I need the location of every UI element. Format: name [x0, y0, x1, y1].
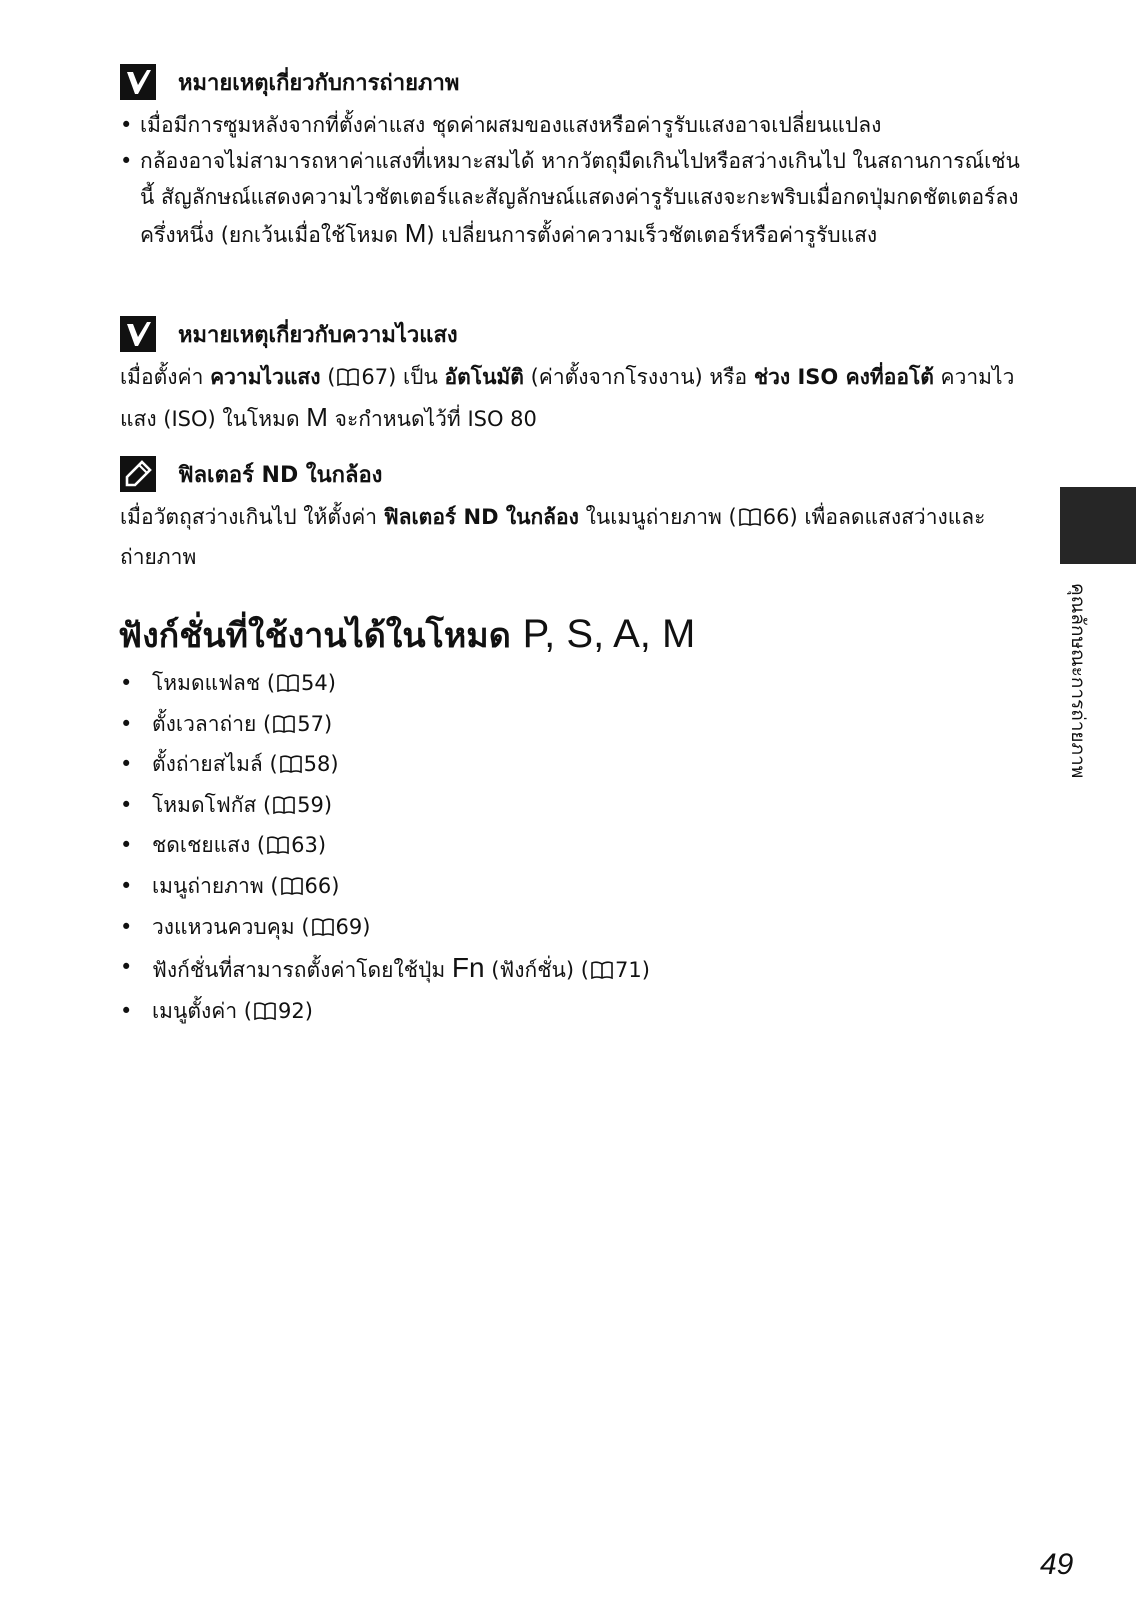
text: เมื่อตั้งค่า [120, 365, 204, 389]
item-label: เมนูถ่ายภาพ [152, 873, 264, 898]
book-ref-icon [336, 362, 360, 399]
mode-m-symbol: M [306, 402, 328, 432]
note-bullets [120, 107, 1020, 253]
bold-term: ช่วง ISO คงที่ออโต้ [753, 365, 934, 389]
item-label: วงแหวนควบคุม [152, 914, 295, 939]
note-header [120, 455, 1020, 493]
list-item: • ฟังก์ชั่นที่สามารถตั้งค่าโดยใช้ปุ่ม Fn (ฟังก์ชั่น) ( 71) [120, 949, 840, 993]
book-ref-icon [253, 996, 277, 1034]
section-modes: P, S, A, M [522, 612, 696, 656]
note-header [120, 63, 1020, 101]
text: เมื่อวัตถุสว่างเกินไป ให้ตั้งค่า [120, 505, 378, 529]
book-ref-icon [266, 830, 290, 868]
note-paragraph [120, 359, 1020, 438]
page-ref: 66 [304, 873, 332, 898]
book-ref-icon [311, 912, 335, 950]
note-paragraph [120, 499, 1020, 576]
page-ref: 66 [762, 505, 790, 529]
pencil-icon [120, 456, 156, 492]
mode-m-symbol: M [404, 218, 427, 248]
text: จะกำหนดไว้ที่ ISO 80 [334, 407, 537, 431]
note-shooting [120, 63, 1020, 253]
page-ref: 69 [335, 914, 363, 939]
text: ความไวแสง (ISO) ในโหมด [120, 365, 1015, 431]
bold-term: ความไวแสง [210, 365, 321, 389]
page-ref: 58 [303, 752, 331, 777]
function-list [120, 665, 840, 1033]
bold-term: อัตโนมัติ [444, 365, 524, 389]
book-ref-icon [272, 709, 296, 747]
note-iso [120, 315, 1020, 438]
item-label: ตั้งถ่ายสไมล์ [152, 752, 263, 777]
item-label: เมนูตั้งค่า [152, 998, 238, 1023]
book-ref-icon [590, 955, 614, 993]
list-item: • ตั้งเวลาถ่าย ( 57) [120, 706, 840, 747]
list-item: • วงแหวนควบคุม ( 69) [120, 909, 840, 950]
check-icon [120, 316, 156, 352]
bullet-text-tail: ) เปลี่ยนการตั้งค่าความเร็วชัตเตอร์หรือค่ารูรับแสง [426, 223, 878, 247]
page-ref: 59 [297, 792, 324, 817]
item-label: ฟังก์ชั่นที่สามารถตั้งค่าโดยใช้ปุ่ม [152, 958, 446, 983]
page-ref: 67 [361, 365, 389, 389]
list-item: • โหมดแฟลช ( 54) [120, 665, 840, 706]
text: ) เพื่อลดแสงสว่างและถ่ายภาพ [120, 505, 986, 569]
item-label-post: (ฟังก์ชั่น) [491, 958, 575, 983]
note-header [120, 315, 1020, 353]
bold-term: ฟิลเตอร์ ND ในกล้อง [383, 505, 579, 529]
note-title: หมายเหตุเกี่ยวกับการถ่ายภาพ [178, 70, 460, 96]
note-nd-filter [120, 455, 1020, 576]
list-item: • เมนูถ่ายภาพ ( 66) [120, 868, 840, 909]
chapter-tab [1060, 487, 1136, 564]
page-ref: 57 [297, 711, 324, 736]
text: ในเมนูถ่ายภาพ ( [585, 505, 737, 529]
note-title: ฟิลเตอร์ ND ในกล้อง [178, 462, 383, 488]
list-item: • โหมดโฟกัส ( 59) [120, 787, 840, 828]
text: (ค่าตั้งจากโรงงาน) หรือ [530, 365, 748, 389]
chapter-label: คุณลักษณะการถ่ายภาพ [1067, 583, 1089, 779]
list-item: • เมนูตั้งค่า ( 92) [120, 993, 840, 1034]
book-ref-icon [280, 871, 304, 909]
bullet-text: เมื่อมีการซูมหลังจากที่ตั้งค่าแสง ชุดค่าผสมของแสงหรือค่ารูรับแสงอาจเปลี่ยนแปลง [140, 113, 882, 137]
page-ref: 92 [277, 998, 305, 1023]
book-ref-icon [272, 790, 296, 828]
text: ( [327, 365, 336, 389]
page-ref: 71 [614, 958, 642, 983]
bullet-item [120, 107, 1020, 143]
book-ref-icon [738, 502, 762, 539]
bullet-item [120, 143, 1020, 253]
page-ref: 54 [301, 671, 328, 695]
book-ref-icon [276, 668, 300, 706]
bullet-text: กล้องอาจไม่สามารถหาค่าแสงที่เหมาะสมได้ หากวัตถุมืดเกินไปหรือสว่างเกินไป ในสถานการณ์เช่นนี้ สัญลักษณ์แสดงความไวชัตเตอร์และสัญลักษณ์แสดงค่ารูรับแสงจะกะพริบเมื่อกดปุ่มกดชัตเตอร์ลงครึ่งหนึ่ง (ยกเว้นเมื่อใช้โหมด [140, 149, 1020, 247]
item-label: ตั้งเวลาถ่าย [152, 711, 257, 736]
note-title: หมายเหตุเกี่ยวกับความไวแสง [178, 322, 458, 348]
page-number: 49 [1040, 1548, 1074, 1581]
item-label: โหมดแฟลช [152, 671, 261, 695]
item-label: โหมดโฟกัส [152, 792, 257, 817]
book-ref-icon [279, 749, 303, 787]
page-ref: 63 [291, 833, 318, 858]
list-item: • ตั้งถ่ายสไมล์ ( 58) [120, 746, 840, 787]
check-icon [120, 64, 156, 100]
text: ) เป็น [388, 365, 438, 389]
fn-key-symbol: Fn [451, 952, 485, 984]
item-label: ชดเชยแสง [152, 833, 251, 858]
section-title-text: ฟังก์ชั่นที่ใช้งานได้ในโหมด [118, 616, 511, 656]
section-title [118, 608, 695, 662]
list-item: • ชดเชยแสง ( 63) [120, 827, 840, 868]
